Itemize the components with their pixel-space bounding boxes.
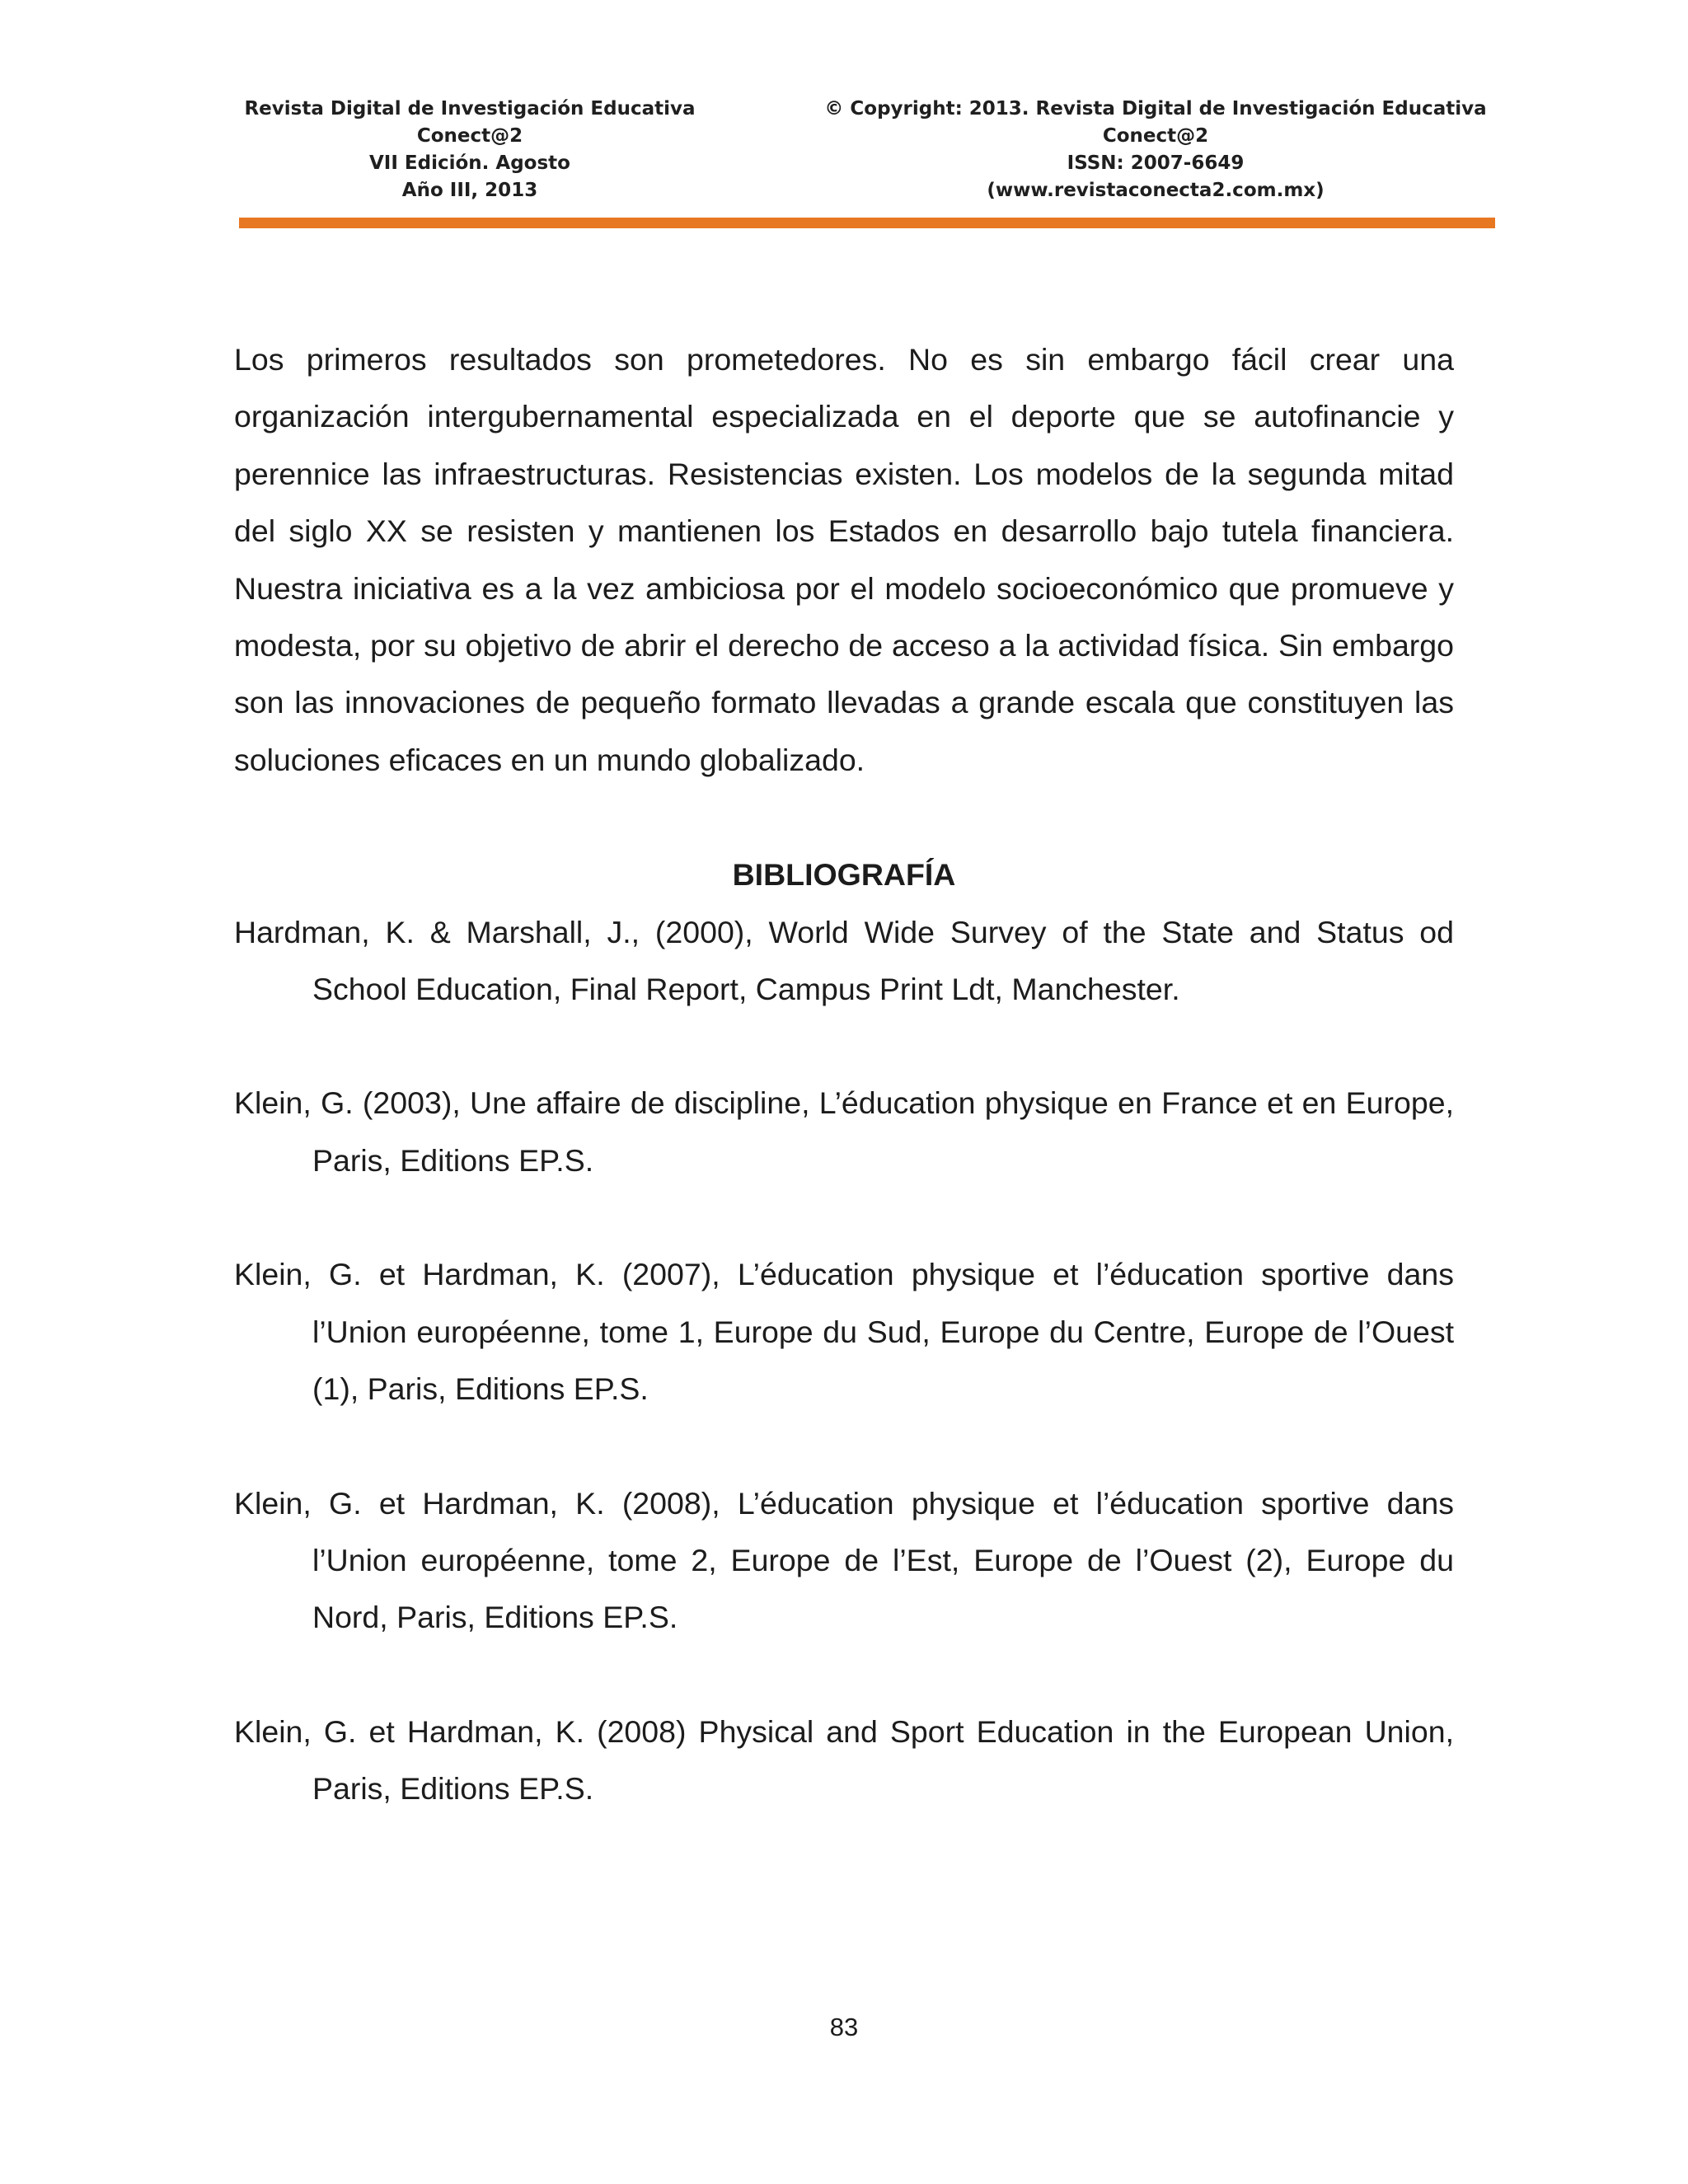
journal-title: Revista Digital de Investigación Educativa	[244, 98, 696, 120]
body-paragraph: Los primeros resultados son prometedores. No es sin embargo fácil crear una organización intergubernamental especializada en el deporte que se autofinancie y perennice las infraestructuras. Resistencias existen. Los modelos de la segunda mitad del siglo XX se resisten y mantienen los Estados en desarrollo bajo tutela financiera. Nuestra iniciativa es a la vez ambiciosa por el modelo socioeconómico que promueve y modesta, por su objetivo de abrir el derecho de acceso a la actividad física. Sin embargo son las innovaciones de pequeño formato llevadas a grande escala que constituyen las soluciones eficaces en un mundo globalizado.	[234, 342, 1454, 777]
copyright-info	[816, 96, 1495, 204]
page-content	[234, 331, 1454, 1818]
copyright-line: © Copyright: 2013. Revista Digital de Investigación Educativa	[824, 98, 1487, 120]
journal-info	[239, 96, 701, 204]
bibliography-entry: Klein, G. et Hardman, K. (2007), L’éducation physique et l’éducation sportive dans l’Union européenne, tome 1, Europe du Sud, Europe du Centre, Europe de l’Ouest (1), Paris, Editions EP.S.	[234, 1257, 1454, 1407]
bibliography-list	[234, 904, 1454, 1818]
bibliography-heading: BIBLIOGRAFÍA	[732, 857, 956, 893]
page-number: 83	[829, 2013, 859, 2041]
page-header	[239, 96, 1495, 211]
copyright-journal-name: Conect@2	[1102, 125, 1209, 147]
bibliography-entry: Klein, G. (2003), Une affaire de discipline, L’éducation physique en France et en Europe, Paris, Editions EP.S.	[234, 1085, 1454, 1178]
journal-website: (www.revistaconecta2.com.mx)	[987, 180, 1325, 201]
journal-edition: VII Edición. Agosto	[369, 152, 570, 174]
bibliography-entry: Klein, G. et Hardman, K. (2008) Physical and Sport Education in the European Union, Paris, Editions EP.S.	[234, 1713, 1454, 1807]
bibliography-entry: Klein, G. et Hardman, K. (2008), L’éducation physique et l’éducation sportive dans l’Union européenne, tome 2, Europe de l’Est, Europe de l’Ouest (2), Europe du Nord, Paris, Editions EP.S.	[234, 1485, 1454, 1635]
journal-year: Año III, 2013	[401, 180, 538, 201]
issn: ISSN: 2007-6649	[1067, 152, 1245, 174]
journal-name: Conect@2	[416, 125, 523, 147]
header-divider	[239, 218, 1495, 228]
bibliography-entry: Hardman, K. & Marshall, J., (2000), World Wide Survey of the State and Status od School Education, Final Report, Campus Print Ldt, Manchester.	[234, 914, 1454, 1007]
